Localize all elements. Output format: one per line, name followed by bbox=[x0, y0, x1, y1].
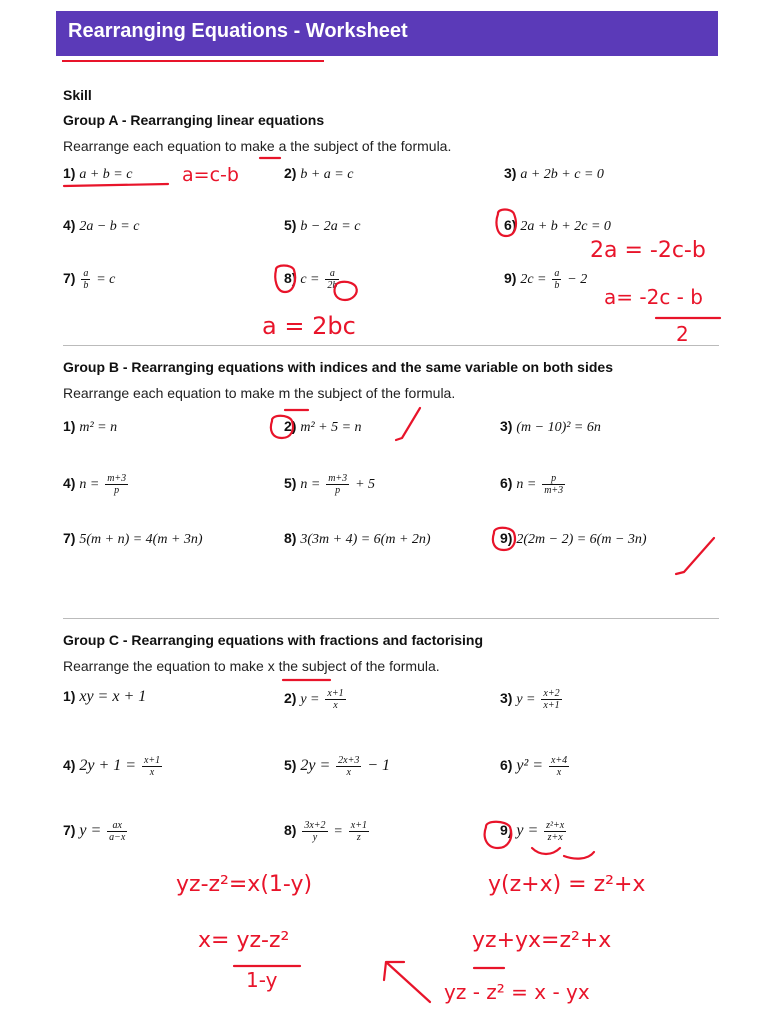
handwritten-working-c9-left-2: x= yz-z² bbox=[198, 928, 290, 953]
group-c-q2: 2) y = $\frac{x+1}{x}$ bbox=[284, 688, 344, 711]
handwritten-working-c9-left-1: yz-z²=x(1-y) bbox=[176, 872, 313, 897]
tick-mark-b2 bbox=[396, 408, 420, 440]
handwritten-working-c9-left-denominator: 1-y bbox=[246, 968, 278, 992]
underline-denominator-c9 bbox=[564, 852, 594, 859]
group-b-q5: 5) n = $\frac{m+3}{p}$ + 5 bbox=[284, 473, 376, 496]
group-b-q2: 2) m² + 5 = n bbox=[284, 418, 362, 435]
handwritten-answer-a6: 2a = -2c-b bbox=[590, 238, 706, 263]
group-c-q8: 8) $\frac{3x+2}{y}$ = $\frac{x+1}{z}$ bbox=[284, 820, 367, 843]
group-c-title: Group C - Rearranging equations with fractions and factorising bbox=[63, 632, 484, 648]
group-c-q9: 9) y = $\frac{\text{z²+x}}{z+x}$ bbox=[500, 820, 565, 843]
handwritten-answer-a1: a=c-b bbox=[182, 164, 239, 186]
group-a-q4: 4) 2a − b = c bbox=[63, 217, 140, 234]
group-a-q6: 6) 2a + b + 2c = 0 bbox=[504, 217, 611, 234]
group-c-instruction: Rearrange the equation to make x the subject of the formula. bbox=[63, 658, 440, 674]
group-c-q3: 3) y = $\frac{x+2}{x+1}$ bbox=[500, 688, 560, 711]
group-c-q4: 4) 2y + 1 = $\frac{x+1}{x}$ bbox=[63, 755, 161, 778]
tick-mark-b9 bbox=[676, 538, 714, 574]
group-a-q9: 9) 2c = $\frac{a}{b}$ − 2 bbox=[504, 268, 588, 291]
handwritten-answer-a8: a = 2bc bbox=[262, 312, 356, 340]
group-b-title: Group B - Rearranging equations with indices and the same variable on both sides bbox=[63, 359, 613, 375]
group-b-q3: 3) (m − 10)² = 6n bbox=[500, 418, 601, 435]
group-b-q8: 8) 3(3m + 4) = 6(m + 2n) bbox=[284, 530, 431, 547]
group-b-q1: 1) m² = n bbox=[63, 418, 118, 435]
handwritten-working-c9-right-3: yz - z² = x - yx bbox=[444, 980, 590, 1004]
group-b-instruction: Rearrange each equation to make m the subject of the formula. bbox=[63, 385, 456, 401]
group-a-q3: 3) a + 2b + c = 0 bbox=[504, 165, 604, 182]
title-underline-mark bbox=[62, 60, 324, 62]
handwritten-working-c9-right-1: y(z+x) = z²+x bbox=[488, 872, 646, 897]
group-a-q1: 1) a + b = c bbox=[63, 165, 133, 182]
arrow-pointing-up-left bbox=[384, 962, 430, 1002]
group-c-q7: 7) y = $\frac{ax}{a-x}$ bbox=[63, 820, 126, 843]
handwritten-working-c9-right-2: yz+yx=z²+x bbox=[472, 928, 612, 953]
mark-under-c9 bbox=[532, 848, 560, 854]
group-a-q5: 5) b − 2a = c bbox=[284, 217, 361, 234]
section-divider bbox=[63, 618, 719, 619]
handwritten-answer-a9-denominator: 2 bbox=[676, 322, 689, 346]
group-a-title: Group A - Rearranging linear equations bbox=[63, 112, 325, 128]
group-c-q6: 6) y² = $\frac{x+4}{x}$ bbox=[500, 755, 568, 778]
group-b-q9: 9) 2(2m − 2) = 6(m − 3n) bbox=[500, 530, 647, 547]
section-divider bbox=[63, 345, 719, 346]
group-a-q7: 7) $\frac{a}{b}$ = c bbox=[63, 268, 116, 291]
group-b-q7: 7) 5(m + n) = 4(m + 3n) bbox=[63, 530, 203, 547]
skill-heading: Skill bbox=[63, 87, 92, 103]
group-a-q8: 8) c = $\frac{a}{2b}$ bbox=[284, 268, 338, 291]
handwritten-answer-a9: a= -2c - b bbox=[604, 285, 703, 309]
underline-q1-a bbox=[64, 184, 168, 186]
header-banner bbox=[56, 11, 718, 56]
group-b-q6: 6) n = $\frac{p}{m+3}$ bbox=[500, 473, 564, 496]
group-c-q5: 5) 2y = $\frac{2x+3}{x}$ − 1 bbox=[284, 755, 391, 778]
group-a-instruction: Rearrange each equation to make a the subject of the formula. bbox=[63, 138, 452, 154]
group-b-q4: 4) n = $\frac{m+3}{p}$ bbox=[63, 473, 127, 496]
group-c-q1: 1) xy = x + 1 bbox=[63, 688, 147, 705]
group-a-q2: 2) b + a = c bbox=[284, 165, 354, 182]
page-title: Rearranging Equations - Worksheet bbox=[68, 20, 408, 42]
